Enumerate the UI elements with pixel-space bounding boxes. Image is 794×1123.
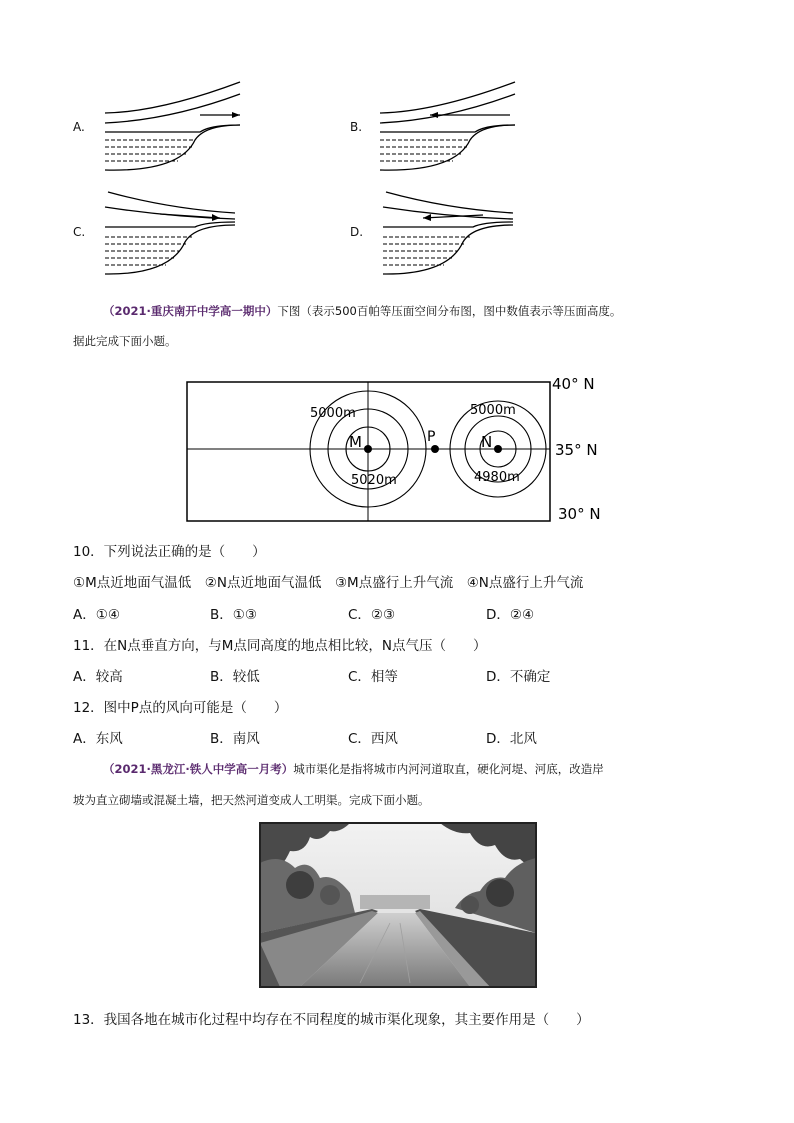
intro2-line1 <box>103 761 604 777</box>
option-d-label: D. <box>350 225 364 239</box>
q11-option-a: A．较高 <box>73 669 123 685</box>
intro1-source: （2021·重庆南开中学高一期中） <box>103 304 278 318</box>
q11-option-c: C．相等 <box>348 669 398 685</box>
point-m-label: M <box>349 433 362 451</box>
n-inner-contour-label: 4980m <box>474 470 520 485</box>
option-c-diagram <box>100 187 245 282</box>
lat-35-label: 35° N <box>555 441 598 459</box>
intro2-source: （2021·黑龙江·铁人中学高一月考） <box>103 762 294 776</box>
q13-stem: 13．我国各地在城市化过程中均存在不同程度的城市渠化现象，其主要作用是（ ） <box>73 1012 590 1028</box>
option-a-label: A. <box>73 120 85 134</box>
q11-option-b: B．较低 <box>210 669 260 685</box>
option-a-diagram <box>100 80 250 175</box>
channelized-river-photo <box>259 822 537 988</box>
m-outer-contour-label: 5000m <box>310 406 356 421</box>
q11-option-d: D．不确定 <box>486 669 551 685</box>
intro1-line1 <box>103 303 621 319</box>
pressure-surface-figure <box>185 375 625 525</box>
option-d-diagram <box>378 187 523 282</box>
intro2-text: 城市渠化是指将城市内河河道取直，硬化河堤、河底，改造岸 <box>293 762 604 776</box>
q10-option-b: B．①③ <box>210 607 257 623</box>
m-inner-contour-label: 5020m <box>351 473 397 488</box>
q12-option-c: C．西风 <box>348 731 398 747</box>
lat-30-label: 30° N <box>558 505 601 523</box>
q10-option-a: A．①④ <box>73 607 120 623</box>
q10-option-c: C．②③ <box>348 607 396 623</box>
point-p-label: P <box>427 429 436 445</box>
n-outer-contour-label: 5000m <box>470 403 516 418</box>
q12-stem: 12．图中P点的风向可能是（ ） <box>73 700 288 716</box>
option-c-label: C. <box>73 225 86 239</box>
intro1-text: 下图（表示500百帕等压面空间分布图，图中数值表示等压面高度。 <box>277 304 622 318</box>
q10-option-d: D．②④ <box>486 607 535 623</box>
q12-option-a: A．东风 <box>73 731 123 747</box>
q11-stem: 11．在N点垂直方向，与M点同高度的地点相比较，N点气压（ ） <box>73 638 487 654</box>
q10-statements: ①M点近地面气温低 ②N点近地面气温低 ③M点盛行上升气流 ④N点盛行上升气流 <box>73 575 584 591</box>
q12-option-b: B．南风 <box>210 731 260 747</box>
q10-stem: 10．下列说法正确的是（ ） <box>73 544 266 560</box>
option-b-diagram <box>375 80 525 175</box>
intro1-line2: 据此完成下面小题。 <box>73 334 177 348</box>
intro2-line2: 坡为直立砌墙或混凝土墙，把天然河道变成人工明渠。完成下面小题。 <box>73 793 430 807</box>
lat-40-label: 40° N <box>552 375 595 393</box>
q12-option-d: D．北风 <box>486 731 537 747</box>
point-n-label: N <box>481 433 493 451</box>
option-b-label: B. <box>350 120 363 134</box>
